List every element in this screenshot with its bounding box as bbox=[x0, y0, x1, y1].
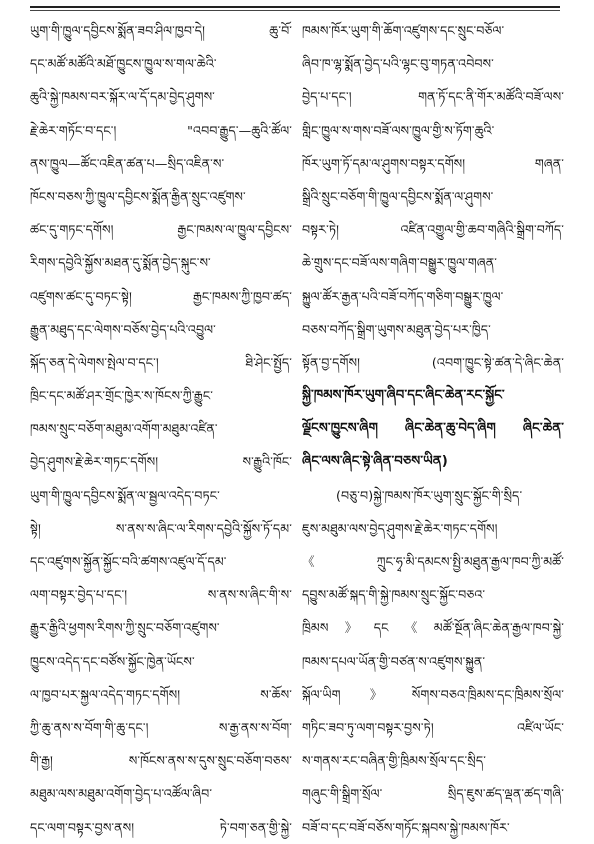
text-line: སྐྱུལ་ཚོར་རྒྱན་པའི་བཟོ་བཀོད་གཅིག་བསྒྱུར་ཁྱུལ་ bbox=[302, 288, 504, 304]
header-rule-thin bbox=[30, 10, 560, 11]
text-line: གཏིང་ཟབ་ཏུ་ལག་བསྟར་བྱས་ཏེ། འཛིལ་ཡོང་ bbox=[302, 719, 564, 735]
text-line: མཐུམ་ལས་མཐུམ་འགོག་བྱེད་པ་འཚོལ་ཞིབ་ bbox=[30, 786, 213, 802]
text-line: རྗེ་ཆེར་གཏོང་བ་དང་། "འབབ་རྒྱུད་—ཆུའི་ཚོལ་ bbox=[30, 122, 292, 138]
text-line: སྟེ། ས་ནས་ས་ཞིང་ལ་རིགས་དབྱེའི་སྐྱོས་ཏོ་དམ་ bbox=[30, 520, 292, 536]
bold-text-line: ལྗོངས་ཁྱུངས་ཞིག ཞིང་ཆེན་ཆུ་བེད་ཞིག ཞིང་ཆེན་ bbox=[302, 421, 564, 437]
text-line: ཁྲིང་དང་མཚོ་ཤར་གྲོང་ཁྱེར་ས་ཁོངས་ཀྱི་རྒྱུང་ bbox=[30, 388, 213, 404]
header-rule bbox=[30, 6, 560, 8]
text-line: ཡུག་གི་ཁྱུལ་དབྱིངས་སྨོན་ཟབ་ཤིལ་ཁྱབ་དེ། ཆུ་བོ་ bbox=[30, 23, 292, 38]
text-line: 《ཀྲུང་ཧྭ་མི་དམངས་སྤྱི་མཐུན་རྒྱལ་ཁབ་ཀྱི་མཚོ་ bbox=[302, 554, 564, 569]
text-line: ཁོར་ཡུག་ཏོ་དམ་ལ་ཤུགས་བསྟར་དགོས། གཞན་ bbox=[302, 155, 564, 171]
text-line: ཆེ་གྲུས་དང་བཟོ་ལས་གཞིག་བསྒྱུར་ཁྱུལ་གཞན་ bbox=[302, 255, 497, 271]
text-line: བཟོ་བ་དང་བཟོ་བཅོས་གཏོང་སྐབས་སྐྱེ་ཁམས་ཁོར་ bbox=[302, 819, 510, 835]
text-line: ནས་ཁྱུལ—ཚོང་འཇིན་ཚན་པ—སྲིད་འཇིན་ས་ bbox=[30, 155, 225, 171]
text-line: དང་ལག་བསྟར་བྱས་ནས། ཏེ་བག་ཅན་གྱི་སྐྱེ་ bbox=[30, 819, 292, 835]
text-line: རྒྱུར་རྒྱིའི་ཕྱགས་རིགས་ཀྱི་སྲུང་བཅོག་འཛུགས་ bbox=[30, 620, 220, 636]
text-line: ས་གནས་རང་བཞིན་གྱི་ཁྲིམས་སྲོལ་དང་སྲིད་ bbox=[302, 753, 487, 769]
text-line: ཁོངས་བཅས་ཀྱི་ཁྱུལ་དབྱིངས་སྨོན་རྒྱིན་སྲུང་འཛུགས་ bbox=[30, 188, 246, 204]
text-line: དང་མཚོ་མཚོའི་མཐོ་ཁྱུངས་ཁྱུལ་ས་གལ་ཆེའི་ bbox=[30, 56, 217, 72]
text-line: དབྱུས་མཚོ་སྐད་གི་སྐྱེ་ཁམས་སྲུང་སྐྱོང་བཅའ་ bbox=[302, 587, 486, 603]
text-line: ཁམས་ཁོར་ཡུག་གི་ཆོག་འཛུགས་དང་སྲུང་བཅོལ་ bbox=[302, 23, 505, 38]
text-line: བཅས་བཀོད་སྒྲིག་ཡུགས་མཐུན་བྱེད་པར་ཁྱིད་ bbox=[302, 321, 491, 337]
text-line: བྱེད་པ་དང་། གན་ཏོ་དང་ནི་གོར་མཚོའི་བཟོ་ལས་ bbox=[302, 89, 564, 105]
text-line: བྱེད་ཤུགས་རྗེ་ཆེར་གཏང་དགོས། ས་རྒྱུའི་ཁོང་ bbox=[30, 454, 292, 470]
text-line: ཆུའི་སྐྱེ་ཁམས་བར་སྐོར་ལ་དོ་དམ་བྱེད་ཤུགས་ bbox=[30, 89, 215, 105]
text-line: རྒྱུན་མཐུད་དང་ལེགས་བཅོས་བྱེད་པའི་འབྱུལ་ bbox=[30, 321, 216, 337]
text-line: ཁམས་དཔལ་ཡོན་གྱི་བཙན་ས་འཛུགས་སྐྱུན་ bbox=[302, 653, 486, 669]
text-line: གླིང་ཁྱུལ་ས་གས་བཟོ་ལས་ཁྱུལ་གྱི་ས་ཏོག་ཆུའི་ bbox=[302, 122, 495, 138]
right-text-column bbox=[302, 14, 564, 844]
text-line: ཁྱུངས་འདེད་དང་བཙོས་སྐྱོང་ཁྱེན་ཡོངས་ bbox=[30, 653, 195, 669]
text-line: ཁམས་སྲུང་བཅོག་མཐུམ་འགོག་མཐུམ་འཛིན་ bbox=[30, 421, 218, 437]
left-text-column bbox=[30, 14, 292, 844]
text-line: དང་འཛུགས་སྐྱོན་སྐྱོང་བའི་ཚགས་འཛུལ་དོ་དམ་ bbox=[30, 554, 227, 569]
text-line: འཛུགས་ཚང་དུ་བཏང་སྟེ། རྒྱང་ཁམས་ཀྱི་ཁྱབ་ཚད་ bbox=[30, 288, 292, 304]
text-line: སྟོན་བྱ་དགོས། (འབག་ཁྱུང་སྟེ་ཚན་དེ་ཞིང་ཆེན་ bbox=[302, 354, 564, 370]
text-line: ཁྲིམས》དང《མཚོ་སྔོན་ཞིང་ཆེན་རྒྱལ་ཁབ་སྐྱེ་ bbox=[302, 620, 564, 636]
bold-text-line: སྐྱི་ཁམས་ཁོར་ཡུག་ཞིབ་དང་ཞིང་ཆེན་རང་སྐྱོང་ bbox=[302, 388, 505, 404]
text-line: སྐོལ་ཡིག》སོགས་བཅའ་ཁྲིམས་དང་ཁྲིམས་སྲོལ་ bbox=[302, 686, 564, 702]
bold-text-line: ཞིང་ལས་ཞིང་སྟེ་ཞིན་བཅས་ཡིན) bbox=[302, 454, 448, 470]
text-line: ལག་བསྟར་བྱེད་པ་དང་། ས་ནས་ས་ཞིང་གི་ས་ bbox=[30, 587, 292, 603]
text-line: ཡུག་གི་ཁྱུལ་དབྱིངས་སྨོན་ལ་སྦྱལ་འདེད་བཏང་ bbox=[30, 487, 220, 503]
text-line: རིགས་དབྱེའི་སྐྱོས་མཐན་དུ་སྨོན་བྱེད་སྐུང་ས་ bbox=[30, 255, 211, 271]
text-line: བསྟར་ཏེ། འཛིན་འགྱུལ་གྱི་ཆབ་གཞིའི་སྒྲིག་བཀོད་ bbox=[302, 222, 564, 238]
text-line: གི་རྒྱ། ས་ཁོངས་ནས་ས་དུས་སྲུང་བཅོག་བཅས་ bbox=[30, 753, 292, 769]
text-line: ཚང་དུ་གཏང་དགོས། རྒྱང་ཁམས་ལ་ཁྱུལ་དབྱིངས་ bbox=[30, 222, 292, 238]
section-heading-line: (བཅུ་བ)སྐྱེ་ཁམས་ཁོར་ཡུག་སྲུང་སྐྱོང་གི་སྲིད་ bbox=[336, 487, 523, 503]
text-line: ཇུས་མཐུམ་ལས་བྱེད་ཤུགས་རྗེ་ཆེར་གཏང་དགོས། bbox=[302, 520, 498, 536]
text-line: ཀྱི་ཆུ་ནས་ས་བོག་གི་ཆུ་དང་། ས་རྒྱ་ནས་ས་བོག་ bbox=[30, 719, 292, 735]
text-line: སྒྲིའི་སྲུང་བཅོག་གི་ཁྱུལ་དབྱིངས་སྨོན་ལ་ཤུགས་ bbox=[302, 188, 494, 204]
text-line: ལ་ཁྱབ་པར་སྐྱལ་འདེད་གཏང་དགོས། ས་ཆོས་ bbox=[30, 686, 292, 702]
text-line: སྐོད་ཅན་དེ་ལེགས་སྤེལ་བ་དང་། ཐི་ཤེང་སྤྱོད་ bbox=[30, 354, 292, 370]
text-line: གཞུང་གི་སྒྲིག་སྲོལ་ སྲིད་ཇུས་ཚད་ལྡན་ཚད་གཞི་ bbox=[302, 786, 564, 802]
text-line: ཞིབ་ཁ་ལྷ་སྨོན་བྱེད་པའི་ལྷང་བུ་གཏན་འབེབས་ bbox=[302, 56, 494, 72]
